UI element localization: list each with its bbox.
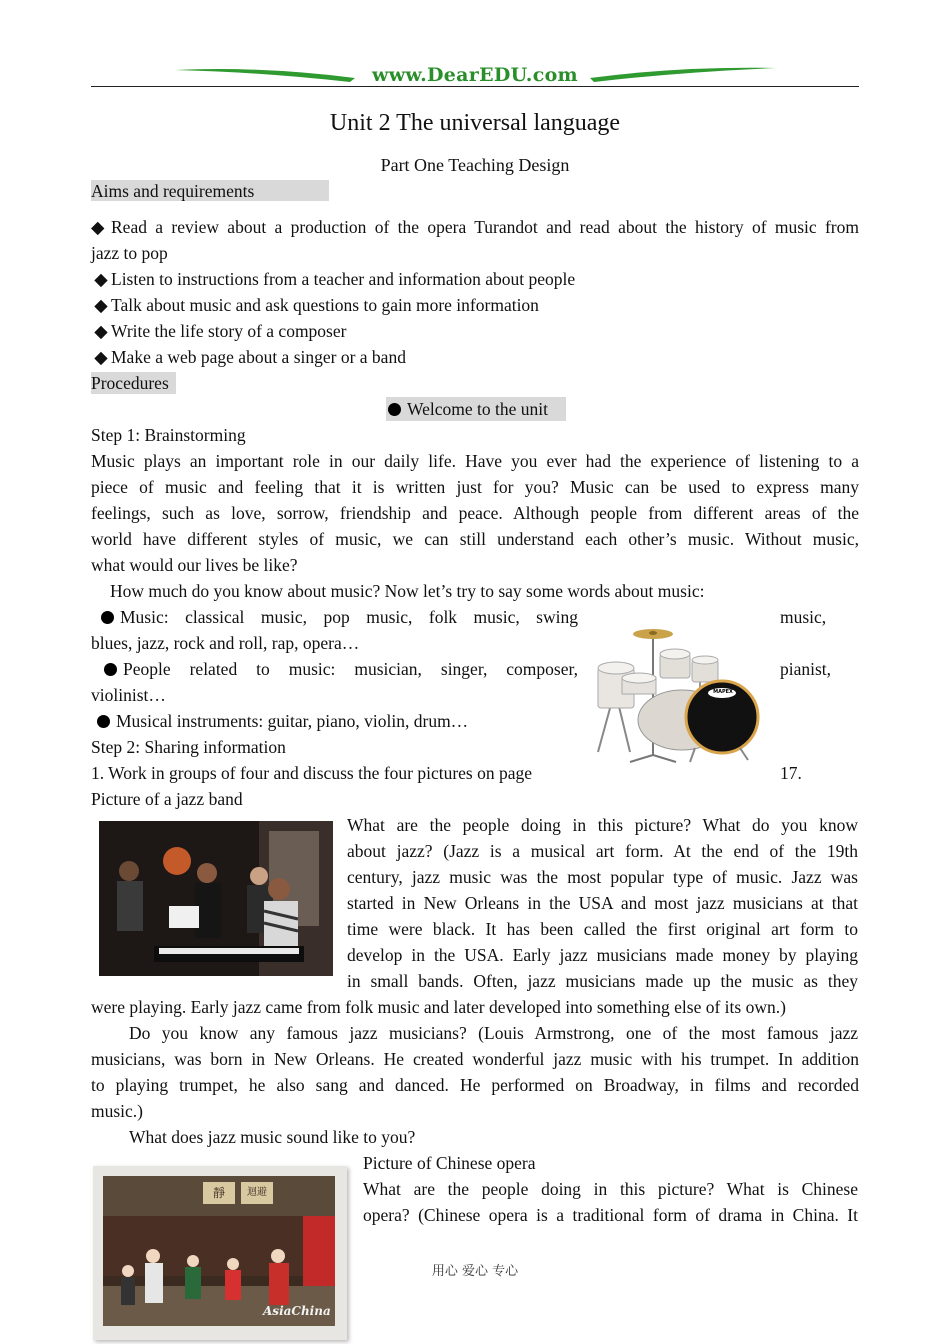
diamond-bullet-icon: ◆ bbox=[94, 347, 108, 367]
drum-brand-label: MAPEX bbox=[713, 689, 733, 695]
round-bullet-icon bbox=[388, 403, 401, 416]
intro-line: world have different styles of music, we can still understand each other’s music. Without music, bbox=[91, 529, 859, 549]
diamond-bullet-icon: ◆ bbox=[91, 217, 105, 237]
round-bullet-icon bbox=[101, 611, 114, 624]
header-rule bbox=[91, 86, 859, 87]
round-bullet-icon bbox=[104, 663, 117, 676]
chinese-opera-photo bbox=[93, 1166, 347, 1340]
jazz-para-line: were playing. Early jazz came from folk music and later developed into something else of its own.) bbox=[91, 997, 786, 1017]
procedures-heading: Procedures bbox=[91, 372, 176, 394]
page-title: Unit 2 The universal language bbox=[329, 110, 621, 136]
welcome-heading-text: Welcome to the unit bbox=[407, 399, 548, 419]
opera-para-line: What are the people doing in this picture? What is Chinese bbox=[363, 1179, 858, 1199]
step1-heading: Step 1: Brainstorming bbox=[91, 425, 246, 445]
aims-heading: Aims and requirements bbox=[91, 180, 329, 201]
diamond-bullet-icon: ◆ bbox=[94, 295, 108, 315]
people-words-line-end: pianist, bbox=[780, 659, 832, 679]
aim-item-continued: jazz to pop bbox=[91, 243, 168, 263]
opera-para-line: opera? (Chinese opera is a traditional form of drama in China. It bbox=[363, 1205, 858, 1225]
opera-sign-left: 靜 bbox=[212, 1186, 225, 1200]
intro-line: piece of music and feeling that it is written just for you? Music can be used to express many bbox=[91, 477, 859, 497]
diamond-bullet-icon: ◆ bbox=[94, 269, 108, 289]
intro-line: Music plays an important role in our daily life. Have you ever had the experience of listening to a bbox=[91, 451, 859, 471]
task1-line-end: 17. bbox=[780, 763, 802, 783]
welcome-heading bbox=[386, 397, 566, 421]
music-words-line-end: music, bbox=[780, 607, 827, 627]
jazz-para-line: about jazz? (Jazz is a musical art form. At the end of the 19th bbox=[347, 841, 858, 861]
music-words-line bbox=[101, 604, 578, 630]
jazz-band-photo bbox=[99, 821, 333, 976]
jazz-para-line: develop in the USA. Early jazz musicians made money by playing bbox=[347, 945, 858, 965]
aim-item bbox=[91, 292, 859, 318]
jazz-para-line: started in New Orleans in the USA and most jazz musicians at that bbox=[347, 893, 858, 913]
jazz-para-line: century, jazz music was the most popular type of music. Jazz was bbox=[347, 867, 858, 887]
page-subtitle: Part One Teaching Design bbox=[380, 155, 570, 175]
instruments-text: Musical instruments: guitar, piano, violin, drum… bbox=[116, 711, 469, 731]
opera-caption: Picture of Chinese opera bbox=[363, 1153, 536, 1173]
famous-line: to playing trumpet, he also sang and danced. He performed on Broadway, in films and recorded bbox=[91, 1075, 859, 1095]
site-logo-text[interactable]: www.DearEDU.com bbox=[372, 64, 578, 86]
famous-line: Do you know any famous jazz musicians? (Louis Armstrong, one of the most famous jazz bbox=[129, 1023, 858, 1043]
jazz-para-line: What are the people doing in this picture? What do you know bbox=[347, 815, 858, 835]
music-words-line: blues, jazz, rock and roll, rap, opera… bbox=[91, 633, 360, 653]
famous-line: musicians, was born in New Orleans. He created wonderful jazz music with his trumpet. In addition bbox=[91, 1049, 859, 1069]
aim-text: Write the life story of a composer bbox=[111, 321, 347, 341]
aim-text: Listen to instructions from a teacher and information about people bbox=[111, 269, 576, 289]
jazz-para-line: in small bands. Often, jazz musicians made up the music as they bbox=[347, 971, 858, 991]
instruments-line bbox=[97, 708, 468, 734]
jazz-caption: Picture of a jazz band bbox=[91, 789, 243, 809]
famous-line: music.) bbox=[91, 1101, 144, 1121]
jazz-para-line: time were black. It has been called the first original art form to bbox=[347, 919, 858, 939]
aim-item bbox=[91, 344, 859, 370]
intro-line: what would our lives be like? bbox=[91, 555, 298, 575]
step2-heading: Step 2: Sharing information bbox=[91, 737, 286, 757]
music-words-text: Music: classical music, pop music, folk music, swing bbox=[120, 607, 578, 627]
task1-line: 1. Work in groups of four and discuss the four pictures on page bbox=[91, 763, 533, 783]
opera-sign-right: 迴避 bbox=[247, 1187, 267, 1198]
people-words-line bbox=[104, 656, 578, 682]
aim-item bbox=[91, 214, 859, 240]
how-much-line: How much do you know about music? Now let’s try to say some words about music: bbox=[110, 581, 705, 601]
people-words-line: violinist… bbox=[91, 685, 166, 705]
round-bullet-icon bbox=[97, 715, 110, 728]
aim-item bbox=[91, 266, 859, 292]
people-words-text: People related to music: musician, singer, composer, bbox=[123, 659, 578, 679]
opera-photo-watermark: AsiaChina bbox=[263, 1304, 331, 1318]
aim-text: Read a review about a production of the opera Turandot and read about the history of music from bbox=[111, 217, 859, 237]
drum-kit-image bbox=[590, 620, 770, 765]
aim-text: Talk about music and ask questions to gain more information bbox=[111, 295, 539, 315]
jazz-sound-question: What does jazz music sound like to you? bbox=[129, 1127, 416, 1147]
diamond-bullet-icon: ◆ bbox=[94, 321, 108, 341]
aim-item bbox=[91, 318, 859, 344]
intro-line: feelings, such as love, sorrow, friendship and peace. Although people from different areas of the bbox=[91, 503, 859, 523]
aim-text: Make a web page about a singer or a band bbox=[111, 347, 406, 367]
page-footer: 用心 爱心 专心 bbox=[431, 1264, 519, 1279]
